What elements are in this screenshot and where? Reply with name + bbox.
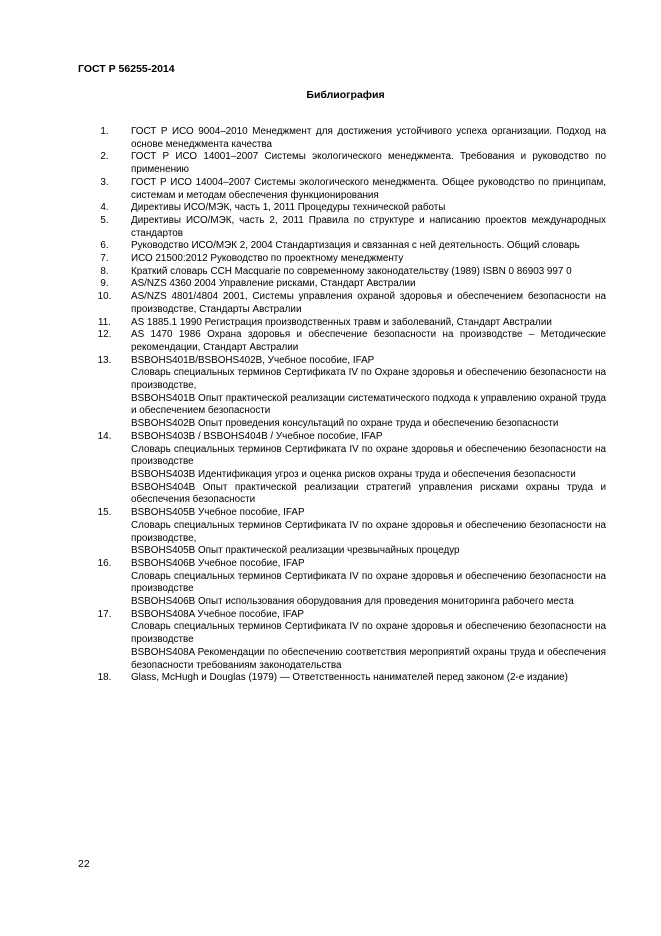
entry-number: 7. xyxy=(100,253,109,265)
entry-line: AS 1885.1 1990 Регистрация производственных травм и заболеваний, Стандарт Австралии xyxy=(131,316,552,328)
entry-line: Словарь специальных терминов Сертификата IV по Охране здоровья и обеспечению безопасности на производстве, xyxy=(131,367,606,392)
bibliography-entry xyxy=(78,202,606,215)
entry-number: 11. xyxy=(98,316,111,328)
bibliography-entry xyxy=(78,558,606,609)
bibliography-entry xyxy=(78,177,606,202)
entry-line: Директивы ИСО/МЭК, часть 1, 2011 Процедуры технической работы xyxy=(131,202,446,214)
entry-line: BSBOHS408A Учебное пособие, IFAP xyxy=(131,608,304,620)
entry-line: BSBOHS403B Идентификация угроз и оценка рисков охраны труда и обеспечения безопасности xyxy=(131,468,576,480)
entry-number: 6. xyxy=(100,240,109,252)
entry-text xyxy=(131,558,606,609)
entry-line: BSBOHS401B Опыт практической реализации систематического подхода к управлению охраной труда и обеспечением безопасности xyxy=(131,392,606,417)
page-number: 22 xyxy=(78,858,90,870)
entry-number: 13. xyxy=(97,354,112,366)
bibliography-entry xyxy=(78,151,606,176)
entry-line: Руководство ИСО/МЭК 2, 2004 Стандартизация и связанная с ней деятельность. Общий словарь xyxy=(131,240,580,252)
bibliography-entry xyxy=(78,329,606,354)
entry-text xyxy=(131,202,606,215)
page-title: Библиография xyxy=(306,89,385,101)
entry-number: 17. xyxy=(97,608,112,620)
entry-text xyxy=(131,329,606,354)
entry-line: BSBOHS406B Опыт использования оборудования для проведения мониторинга рабочего места xyxy=(131,596,574,608)
entry-number: 3. xyxy=(100,176,109,188)
entry-text xyxy=(131,177,606,202)
entry-text xyxy=(131,431,606,507)
bibliography-entry xyxy=(78,431,606,507)
entry-text xyxy=(131,126,606,151)
entry-number: 14. xyxy=(97,430,112,442)
entry-line: Словарь специальных терминов Сертификата IV по охране здоровья и обеспечению безопасности на производстве xyxy=(131,443,606,468)
bibliography-entry xyxy=(78,507,606,558)
entry-number: 4. xyxy=(100,202,109,214)
bibliography-entry xyxy=(78,215,606,240)
entry-number: 5. xyxy=(100,214,109,226)
entry-line: BSBOHS402B Опыт проведения консультаций по охране труда и обеспечению безопасности xyxy=(131,418,559,430)
entry-number: 12. xyxy=(97,329,112,341)
bibliography-entry xyxy=(78,355,606,431)
entry-text xyxy=(131,355,606,431)
bibliography-entry xyxy=(78,126,606,151)
entry-line: BSBOHS405B Учебное пособие, IFAP xyxy=(131,507,305,519)
bibliography-entry xyxy=(78,266,606,279)
bibliography-list xyxy=(78,126,606,685)
bibliography-entry xyxy=(78,291,606,316)
entry-line: ГОСТ Р ИСО 14004–2007 Системы экологического менеджмента. Общее руководство по принципам, системам и методам обеспечения функционирования xyxy=(131,176,606,201)
entry-line: Директивы ИСО/МЭК, часть 2, 2011 Правила по структуре и написанию проектов международных стандартов xyxy=(131,214,606,239)
entry-line: Словарь специальных терминов Сертификата IV по охране здоровья и обеспечению безопасности на производстве xyxy=(131,570,606,595)
bibliography-entry xyxy=(78,317,606,330)
entry-line: Glass, McHugh и Douglas (1979) — Ответственность нанимателей перед законом (2-е издание) xyxy=(131,672,568,684)
entry-line: ИСО 21500:2012 Руководство по проектному менеджменту xyxy=(131,253,404,265)
entry-text xyxy=(131,291,606,316)
entry-number: 2. xyxy=(100,151,109,163)
entry-line: Словарь специальных терминов Сертификата IV по охране здоровья и обеспечению безопасности на производстве xyxy=(131,621,606,646)
entry-text xyxy=(131,507,606,558)
entry-line: BSBOHS403B / BSBOHS404B / Учебное пособие, IFAP xyxy=(131,430,383,442)
bibliography-entry xyxy=(78,253,606,266)
entry-line: BSBOHS406B Учебное пособие, IFAP xyxy=(131,557,305,569)
entry-line: BSBOHS404B Опыт практической реализации стратегий управления рисками охраны труда и обеспечения безопасности xyxy=(131,481,606,506)
entry-number: 9. xyxy=(100,278,109,290)
entry-text xyxy=(131,278,606,291)
entry-text xyxy=(131,317,606,330)
entry-number: 16. xyxy=(97,557,112,569)
entry-number: 1. xyxy=(100,126,109,137)
entry-text xyxy=(131,215,606,240)
entry-line: BSBOHS401B/BSBOHS402B, Учебное пособие, IFAP xyxy=(131,354,375,366)
entry-text xyxy=(131,240,606,253)
bibliography-entry xyxy=(78,240,606,253)
entry-number: 15. xyxy=(97,507,112,519)
entry-text xyxy=(131,253,606,266)
entry-line: BSBOHS408A Рекомендации по обеспечению соответствия мероприятий охраны труда и обеспечения безопасности требованиям законодательства xyxy=(131,646,606,671)
entry-line: ГОСТ Р ИСО 14001–2007 Системы экологического менеджмента. Требования и руководство по применению xyxy=(131,151,606,176)
entry-line: AS/NZS 4360 2004 Управление рисками, Стандарт Австралии xyxy=(131,278,416,290)
entry-number: 8. xyxy=(100,265,109,277)
entry-line: AS 1470 1986 Охрана здоровья и обеспечение безопасности на производстве – Методические рекомендации, Стандарт Австралии xyxy=(131,329,606,353)
entry-line: AS/NZS 4801/4804 2001, Системы управления охраной здоровья и обеспечением безопасности на производстве, Стандарты Австралии xyxy=(131,291,606,315)
entry-text xyxy=(131,266,606,279)
entry-line: ГОСТ Р ИСО 9004–2010 Менеджмент для достижения устойчивого успеха организации. Подход на основе менеджмента качества xyxy=(131,126,606,150)
document-header: ГОСТ Р 56255-2014 xyxy=(78,63,175,75)
entry-number: 18. xyxy=(97,672,112,684)
entry-text xyxy=(131,151,606,176)
bibliography-entry xyxy=(78,672,606,685)
entry-text xyxy=(131,672,606,685)
entry-line: BSBOHS405B Опыт практической реализации чрезвычайных процедур xyxy=(131,545,460,557)
entry-line: Краткий словарь CCH Macquarie по современному законодательству (1989) ISBN 0 86903 997 0 xyxy=(131,265,572,277)
bibliography-entry xyxy=(78,278,606,291)
entry-line: Словарь специальных терминов Сертификата IV по охране здоровья и обеспечению безопасности на производстве, xyxy=(131,519,606,544)
entry-number: 10. xyxy=(97,291,112,303)
entry-text xyxy=(131,609,606,673)
bibliography-entry xyxy=(78,609,606,673)
